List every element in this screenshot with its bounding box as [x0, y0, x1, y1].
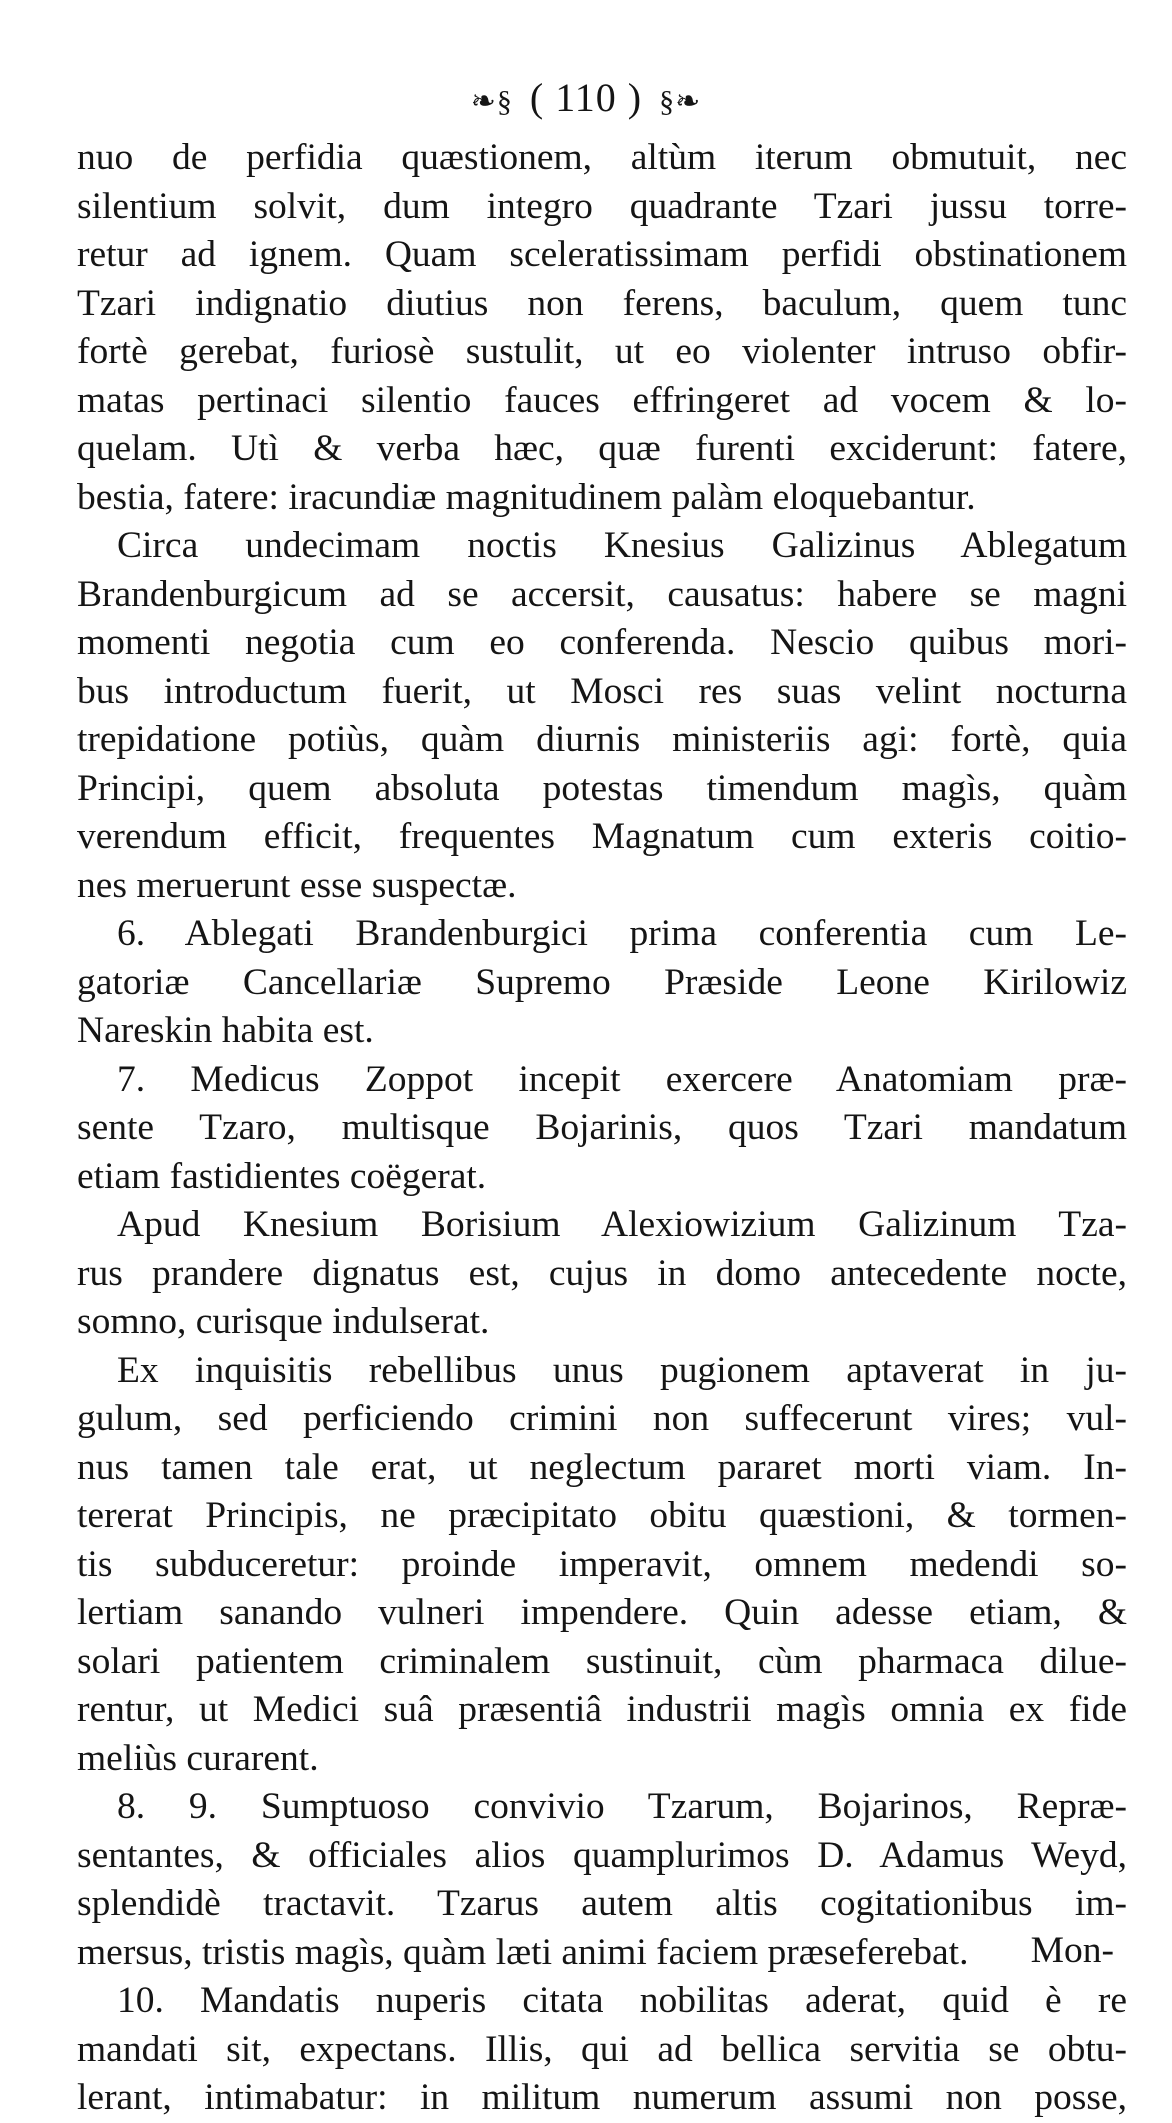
text-line: splendidè tractavit. Tzarus autem altis cogitationibus im- [77, 1883, 1127, 1924]
text-line: Tzari indignatio diutius non ferens, baculum, quem tunc [77, 282, 1127, 324]
text-line: Nareskin habita est. [77, 1010, 374, 1051]
text-line: bestia, fatere: iracundiæ magnitudinem palàm eloquebantur. [77, 476, 976, 518]
text-line: trepidatione potiùs, quàm diurnis ministeriis agi: fortè, quia [77, 719, 1127, 760]
text-line: gatoriæ Cancellariæ Supremo Præside Leone Kirilowiz [77, 961, 1127, 1003]
catchword: Mon- [1030, 1930, 1114, 1971]
text-line: bus introductum fuerit, ut Mosci res suas velint nocturna [77, 670, 1127, 712]
text-line: retur ad ignem. Quam sceleratissimam perfidi obstinationem [77, 234, 1127, 275]
text-line: Ex inquisitis rebellibus unus pugionem aptaverat in ju- [117, 1349, 1127, 1391]
text-line: sente Tzaro, multisque Bojarinis, quos Tzari mandatum [77, 1107, 1127, 1148]
text-line: fortè gerebat, furiosè sustulit, ut eo violenter intruso obfir- [77, 331, 1127, 372]
text-line: gulum, sed perficiendo crimini non suffecerunt vires; vul- [77, 1398, 1127, 1439]
text-line: meliùs curarent. [77, 1737, 319, 1779]
text-line: solari patientem criminalem sustinuit, cùm pharmaca dilue- [77, 1640, 1127, 1682]
text-line: quelam. Utì & verba hæc, quæ furenti exciderunt: fatere, [77, 428, 1127, 469]
left-ornament-icon: ❧§ [470, 84, 513, 118]
text-line: matas pertinaci silentio fauces effringeret ad vocem & lo- [77, 379, 1127, 421]
text-line: momenti negotia cum eo conferenda. Nescio quibus mori- [77, 622, 1127, 663]
text-line: sentantes, & officiales alios quamplurimos D. Adamus Weyd, [77, 1834, 1127, 1876]
text-line: mersus, tristis magìs, quàm læti animi faciem præseferebat. [77, 1931, 969, 1973]
text-line: tis subduceretur: proinde imperavit, omnem medendi so- [77, 1543, 1127, 1585]
text-line: rentur, ut Medici suâ præsentiâ industrii magìs omnia ex fide [77, 1689, 1127, 1730]
right-ornament-icon: §❧ [659, 84, 702, 118]
text-line: verendum efficit, frequentes Magnatum cum exteris coitio- [77, 816, 1127, 857]
running-header [0, 76, 1172, 124]
text-line: somno, curisque indulserat. [77, 1301, 490, 1342]
text-line: tererat Principis, ne præcipitato obitu quæstioni, & tormen- [77, 1495, 1127, 1536]
text-line: mandati sit, expectans. Illis, qui ad bellica servitia se obtu- [77, 2028, 1127, 2070]
text-line: nuo de perfidia quæstionem, altùm iterum obmutuit, nec [77, 137, 1127, 178]
text-line: lerant, intimabatur: in militum numerum assumi non posse, [77, 2077, 1127, 2118]
text-line: 6. Ablegati Brandenburgici prima conferentia cum Le- [117, 913, 1127, 954]
text-line: 10. Mandatis nuperis citata nobilitas aderat, quid è re [117, 1980, 1127, 2021]
body-text [77, 134, 1127, 2123]
page-number: ( 110 ) [529, 75, 643, 120]
text-line: Principi, quem absoluta potestas timendum magìs, quàm [77, 767, 1127, 809]
text-line: Brandenburgicum ad se accersit, causatus: habere se magni [77, 573, 1127, 615]
text-line: rus prandere dignatus est, cujus in domo antecedente nocte, [77, 1252, 1127, 1294]
text-line: Apud Knesium Borisium Alexiowizium Galizinum Tza- [117, 1204, 1127, 1245]
text-line: etiam fastidientes coëgerat. [77, 1155, 487, 1197]
text-line: 8. 9. Sumptuoso convivio Tzarum, Bojarinos, Repræ- [117, 1786, 1127, 1827]
text-line: Circa undecimam noctis Knesius Galizinus Ablegatum [117, 525, 1127, 566]
text-line: nus tamen tale erat, ut neglectum pararet morti viam. In- [77, 1446, 1127, 1488]
text-line: lertiam sanando vulneri impendere. Quin adesse etiam, & [77, 1592, 1127, 1633]
text-line: silentium solvit, dum integro quadrante Tzari jussu torre- [77, 185, 1127, 227]
text-line: nes meruerunt esse suspectæ. [77, 864, 517, 906]
text-line: 7. Medicus Zoppot incepit exercere Anatomiam præ- [117, 1058, 1127, 1100]
